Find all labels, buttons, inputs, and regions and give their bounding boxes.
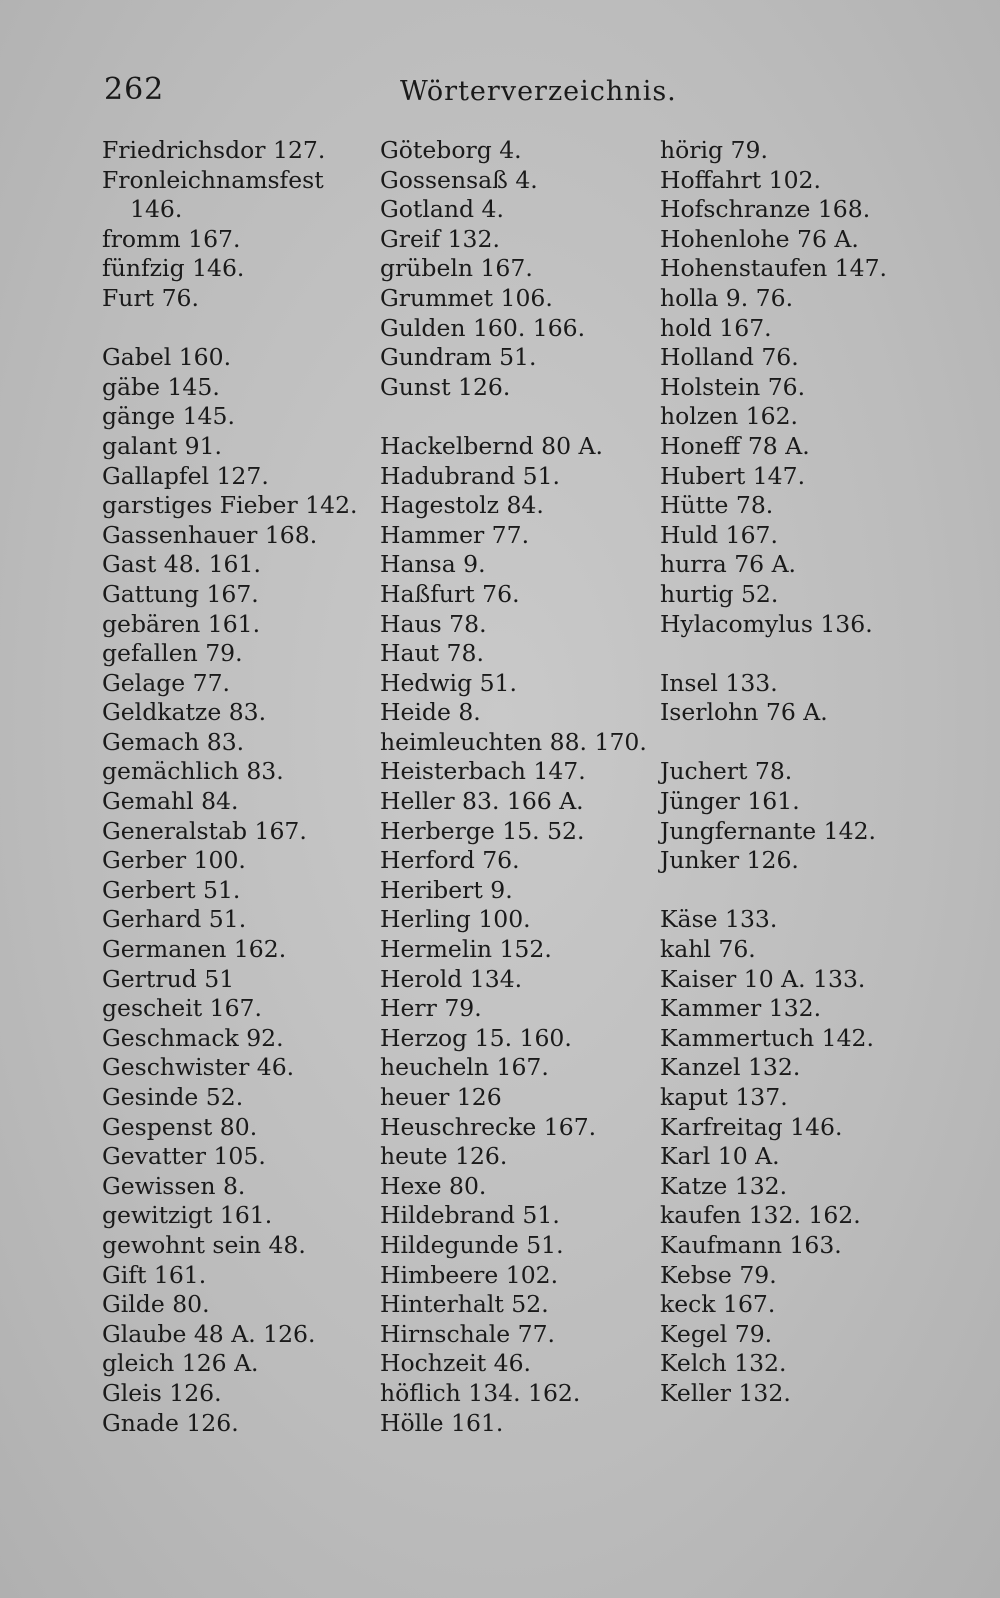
index-entry: gleich 126 A. — [102, 1349, 259, 1378]
index-entry: Insel 133. — [660, 668, 778, 697]
index-entry: Heribert 9. — [380, 875, 513, 904]
index-entry: Kegel 79. — [660, 1319, 773, 1348]
index-entry: Hylacomylus 136. — [660, 609, 873, 638]
index-entry: Gotland 4. — [380, 195, 504, 224]
index-column-2 — [380, 136, 650, 1438]
index-entry: Kammertuch 142. — [660, 1023, 874, 1052]
section-gap — [660, 876, 960, 906]
index-entry: Huld 167. — [660, 520, 778, 549]
index-entry: Holstein 76. — [660, 372, 806, 401]
index-entry: Gleis 126. — [102, 1378, 222, 1407]
index-entry: Gundram 51. — [380, 343, 537, 372]
index-entry: Kaiser 10 A. 133. — [660, 964, 866, 993]
index-entry: höflich 134. 162. — [380, 1378, 581, 1407]
running-head: Wörterverzeichnis. — [400, 76, 677, 107]
index-entry: Gewissen 8. — [102, 1171, 246, 1200]
index-entry: Greif 132. — [380, 224, 500, 253]
index-entry: Haßfurt 76. — [380, 579, 520, 608]
index-entry: gäbe 145. — [102, 372, 220, 401]
index-entry: Hohenlohe 76 A. — [660, 224, 859, 253]
index-entry: holla 9. 76. — [660, 283, 794, 312]
index-entry: Hölle 161. — [380, 1408, 504, 1437]
index-entry: garstiges Fieber 142. — [102, 491, 358, 520]
index-entry: Hütte 78. — [660, 491, 774, 520]
index-entry: gewitzigt 161. — [102, 1201, 273, 1230]
index-entry: Junker 126. — [660, 846, 799, 875]
index-entry: Hildegunde 51. — [380, 1230, 564, 1259]
index-entry: kaput 137. — [660, 1083, 788, 1111]
index-entry: gefallen 79. — [102, 639, 243, 668]
index-entry: Gabel 160. — [102, 343, 232, 372]
index-entry: hold 167. — [660, 313, 772, 342]
index-entry: Himbeere 102. — [380, 1260, 559, 1289]
index-entry: Hohenstaufen 147. — [660, 254, 888, 283]
index-entry: Friedrichsdor 127. — [102, 136, 326, 164]
index-entry: Kammer 132. — [660, 994, 822, 1023]
index-entry: Jungfernante 142. — [660, 816, 876, 845]
index-entry: Karl 10 A. — [660, 1142, 780, 1171]
index-entry: Kanzel 132. — [660, 1053, 801, 1082]
index-entry: Germanen 162. — [102, 935, 287, 964]
index-entry: heimleuchten 88. 170. — [380, 727, 647, 756]
index-entry: hurtig 52. — [660, 579, 779, 608]
index-entry: Heller 83. 166 A. — [380, 787, 584, 816]
index-entry: Gunst 126. — [380, 372, 511, 401]
index-entry: Herling 100. — [380, 905, 531, 934]
index-entry: hörig 79. — [660, 136, 768, 164]
index-entry: Hirnschale 77. — [380, 1319, 556, 1348]
index-entry: grübeln 167. — [380, 254, 533, 283]
index-entry: Haut 78. — [380, 639, 484, 668]
index-entry: Käse 133. — [660, 905, 778, 934]
index-entry: Hochzeit 46. — [380, 1349, 532, 1378]
index-entry: Gemahl 84. — [102, 787, 239, 816]
index-entry: Karfreitag 146. — [660, 1112, 843, 1141]
index-entry: gemächlich 83. — [102, 757, 284, 786]
index-entry: heute 126. — [380, 1142, 508, 1171]
index-entry: Hansa 9. — [380, 550, 486, 579]
index-entry: Gemach 83. — [102, 727, 245, 756]
index-entry: Herford 76. — [380, 846, 520, 875]
index-entry: Gevatter 105. — [102, 1142, 266, 1171]
section-gap — [660, 728, 960, 758]
index-entry: kahl 76. — [660, 935, 756, 964]
index-entry: Herr 79. — [380, 994, 482, 1023]
index-entry: Honeff 78 A. — [660, 431, 810, 460]
section-gap — [380, 402, 650, 432]
index-entry: Hofschranze 168. — [660, 195, 871, 224]
index-entry: Hagestolz 84. — [380, 491, 544, 520]
index-entry: Gassenhauer 168. — [102, 520, 318, 549]
index-entry: gescheit 167. — [102, 994, 262, 1023]
index-entry: Gelage 77. — [102, 668, 230, 697]
index-entry: Hildebrand 51. — [380, 1201, 560, 1230]
index-entry: Geschmack 92. — [102, 1023, 284, 1052]
index-entry: Heide 8. — [380, 698, 481, 727]
index-entry: Hexe 80. — [380, 1171, 487, 1200]
index-entry: Gerbert 51. — [102, 875, 241, 904]
index-entry: Generalstab 167. — [102, 816, 307, 845]
index-entry: Haus 78. — [380, 609, 487, 638]
index-entry: Gerhard 51. — [102, 905, 247, 934]
index-column-3 — [660, 136, 960, 1409]
index-entry: heuer 126 — [380, 1083, 502, 1111]
index-entry: Hedwig 51. — [380, 668, 517, 697]
index-column-1 — [102, 136, 372, 1438]
index-entry: galant 91. — [102, 431, 223, 460]
index-entry: Furt 76. — [102, 283, 199, 312]
index-entry: Fronleichnamsfest — [102, 165, 324, 194]
index-entry: hurra 76 A. — [660, 550, 797, 579]
index-entry: heucheln 167. — [380, 1053, 549, 1082]
index-entry: Gesinde 52. — [102, 1083, 244, 1111]
index-entry: Gossensaß 4. — [380, 165, 538, 194]
index-entry: Hermelin 152. — [380, 935, 552, 964]
index-entry: Jünger 161. — [660, 787, 800, 816]
index-entry: fromm 167. — [102, 224, 241, 253]
section-gap — [660, 639, 960, 669]
index-entry: Keller 132. — [660, 1378, 791, 1407]
index-entry: Gespenst 80. — [102, 1112, 258, 1141]
index-entry: Göteborg 4. — [380, 136, 522, 164]
index-entry: Glaube 48 A. 126. — [102, 1319, 316, 1348]
index-entry: gänge 145. — [102, 402, 235, 431]
index-entry: Gift 161. — [102, 1260, 207, 1289]
index-entry: Holland 76. — [660, 343, 799, 372]
index-entry: Hubert 147. — [660, 461, 806, 490]
index-entry: Gattung 167. — [102, 579, 259, 608]
index-entry: gebären 161. — [102, 609, 261, 638]
index-entry: keck 167. — [660, 1290, 776, 1319]
index-entry: Grummet 106. — [380, 283, 553, 312]
index-entry: Gilde 80. — [102, 1290, 210, 1319]
index-entry: Gast 48. 161. — [102, 550, 261, 579]
index-entry: Herzog 15. 160. — [380, 1023, 572, 1052]
index-entry: Hinterhalt 52. — [380, 1290, 549, 1319]
index-entry: Geschwister 46. — [102, 1053, 295, 1082]
index-entry: Iserlohn 76 A. — [660, 698, 828, 727]
index-entry: Gulden 160. 166. — [380, 313, 586, 342]
index-entry: Hoffahrt 102. — [660, 165, 821, 194]
index-entry: Heuschrecke 167. — [380, 1112, 597, 1141]
index-entry: Gallapfel 127. — [102, 461, 269, 490]
section-gap — [102, 314, 372, 344]
index-entry: Kebse 79. — [660, 1260, 777, 1289]
index-entry: Gerber 100. — [102, 846, 246, 875]
index-entry: Gertrud 51 — [102, 964, 235, 993]
index-entry: holzen 162. — [660, 402, 799, 431]
index-entry: Geldkatze 83. — [102, 698, 267, 727]
index-entry: Kelch 132. — [660, 1349, 787, 1378]
index-entry: Hammer 77. — [380, 520, 530, 549]
index-entry: Herberge 15. 52. — [380, 816, 585, 845]
index-entry: kaufen 132. 162. — [660, 1201, 861, 1230]
index-entry: Herold 134. — [380, 964, 523, 993]
index-entry: Juchert 78. — [660, 757, 793, 786]
index-entry: fünfzig 146. — [102, 254, 245, 283]
index-entry: 146. — [130, 195, 183, 224]
index-entry: Kaufmann 163. — [660, 1230, 842, 1259]
index-entry: Hadubrand 51. — [380, 461, 560, 490]
page-number: 262 — [104, 72, 165, 107]
index-entry: Katze 132. — [660, 1171, 788, 1200]
index-entry: Hackelbernd 80 A. — [380, 431, 603, 460]
index-entry: Gnade 126. — [102, 1408, 239, 1437]
index-entry: Heisterbach 147. — [380, 757, 586, 786]
index-entry: gewohnt sein 48. — [102, 1230, 306, 1259]
